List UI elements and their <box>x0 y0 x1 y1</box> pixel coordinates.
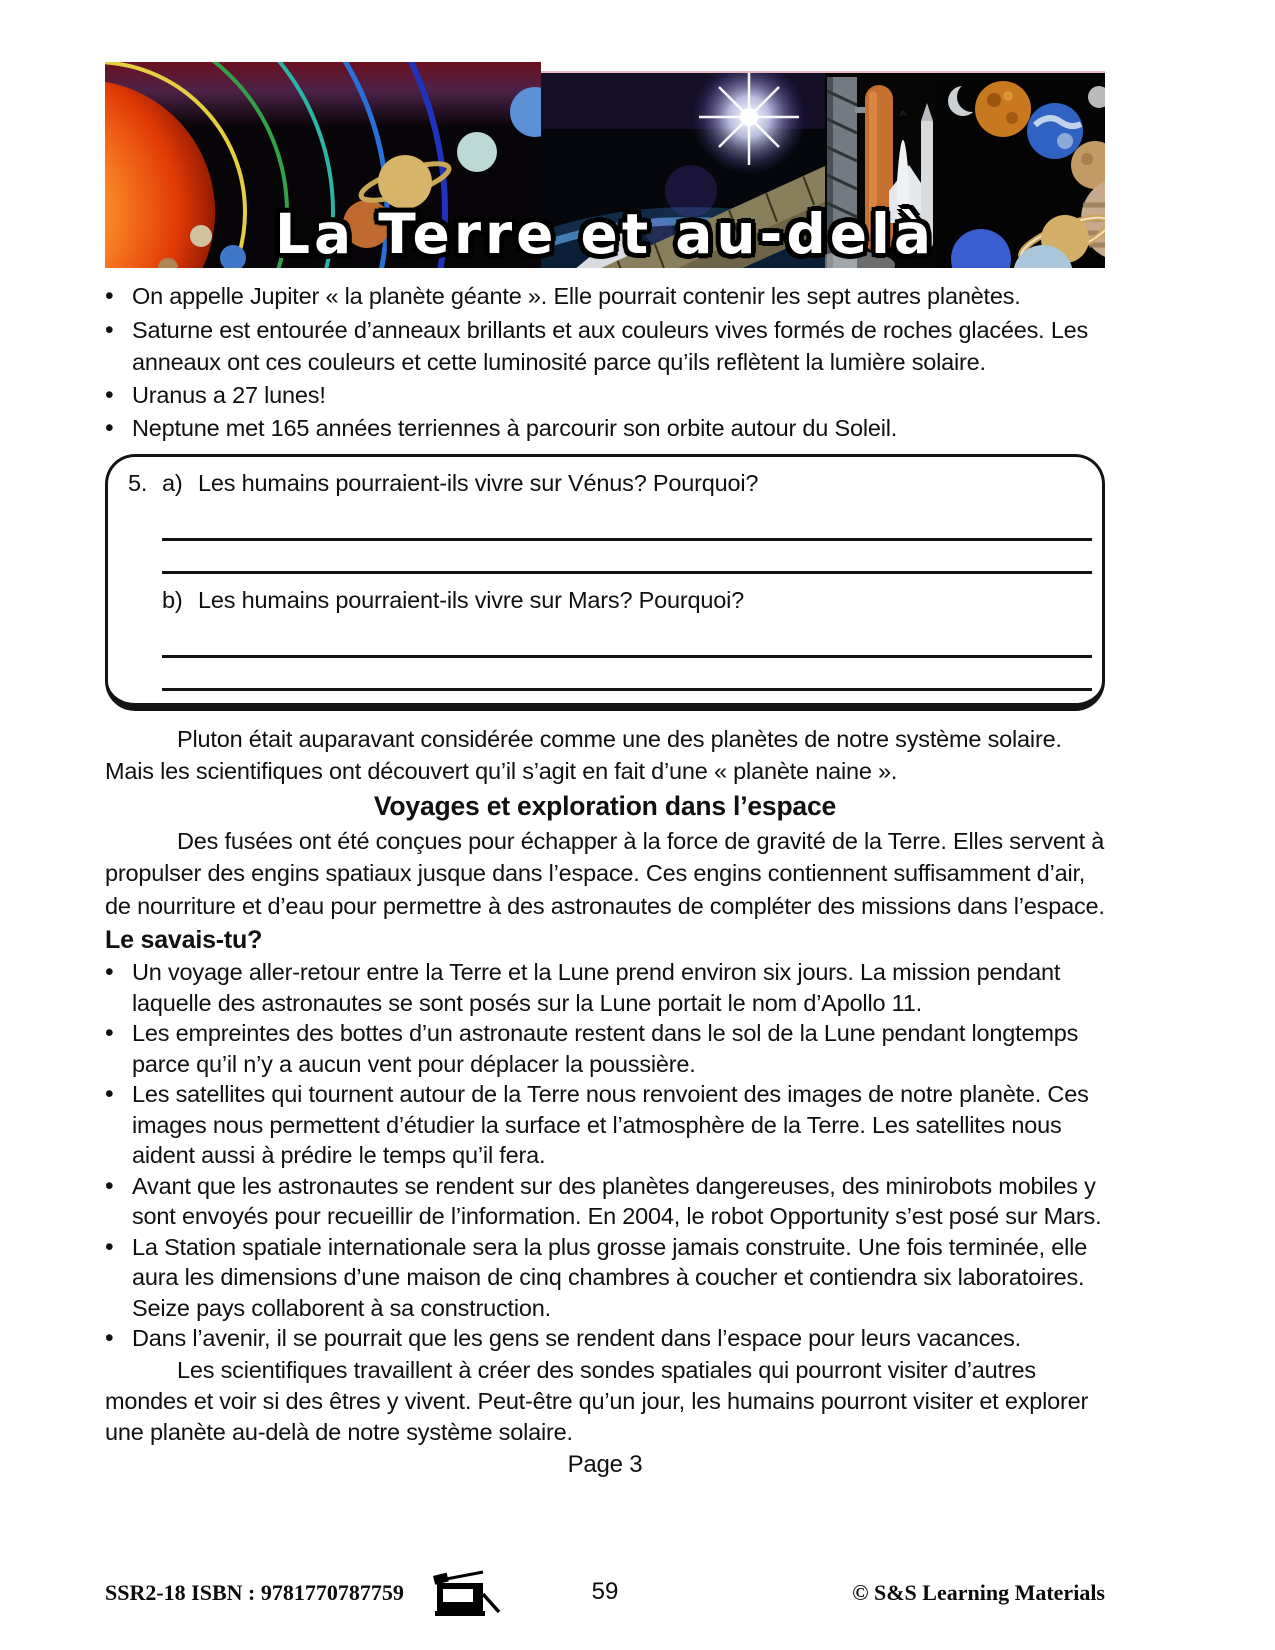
list-item <box>105 280 1105 314</box>
did-you-know-list <box>105 957 1105 1355</box>
list-item <box>105 1018 1105 1079</box>
answer-line <box>162 538 1092 541</box>
part-b-label: b) <box>162 586 183 613</box>
fact-text: Saturne est entourée d’anneaux brillants et aux couleurs vives formés de roches glacées. Les anneaux ont ces couleurs et cette luminosité parce qu’ils reflètent la lumière solaire. <box>132 316 1089 375</box>
list-item <box>105 1171 1105 1232</box>
bullet-icon <box>105 1323 132 1355</box>
fact-text: On appelle Jupiter « la planète géante ». Elle pourrait contenir les sept autres planètes. <box>132 283 1021 309</box>
part-a-prompt: Les humains pourraient-ils vivre sur Vénus? Pourquoi? <box>198 469 759 496</box>
product-code: SSR2-18 ISBN : 9781770787759 <box>105 1580 404 1605</box>
list-item <box>105 379 1105 413</box>
did-you-know-heading: Le savais-tu? <box>105 926 263 954</box>
page-title: La Terre et au-delà <box>275 202 935 266</box>
list-item <box>105 1079 1105 1171</box>
list-item <box>105 1323 1105 1355</box>
fact-text: Uranus a 27 lunes! <box>132 381 326 408</box>
part-b-prompt: Les humains pourraient-ils vivre sur Mars? Pourquoi? <box>198 586 745 613</box>
fact-text: Un voyage aller-retour entre la Terre et la Lune prend environ six jours. La mission pendant laquelle des astronautes se sont posés sur la Lune portait le nom d’Apollo 11. <box>132 959 1061 1016</box>
question-5a <box>128 467 1094 500</box>
answer-line <box>162 655 1092 658</box>
pluto-paragraph: Pluton était auparavant considérée comme une des planètes de notre système solaire. Mais les scientifiques ont découvert qu’il s’agit en fait d’une « planète naine ». <box>105 725 1062 784</box>
header-banner <box>105 62 1105 268</box>
fact-text: Les satellites qui tournent autour de la Terre nous renvoient des images de notre planète. Ces images nous permettent d’étudier la surface et l’atmosphère de la Terre. Les satellites nous aident aussi à prédire le temps qu’il fera. <box>132 1081 1089 1168</box>
copyright: © S&S Learning Materials <box>852 1580 1105 1605</box>
answer-line <box>162 688 1092 691</box>
bullet-icon <box>105 280 132 314</box>
page-label: Page 3 <box>567 1450 643 1478</box>
bullet-icon <box>105 1171 132 1232</box>
list-item <box>105 314 1105 379</box>
bullet-icon <box>105 412 132 446</box>
section-heading: Voyages et exploration dans l’espace <box>373 790 837 821</box>
closing-paragraph: Les scientifiques travaillent à créer des sondes spatiales qui pourront visiter d’autres mondes et voir si des êtres y vivent. Peut-être qu’un jour, les humains pourront visiter et explorer une planète au-delà de notre système solaire. <box>105 1356 1089 1445</box>
bullet-icon <box>105 314 132 379</box>
fact-text: Neptune met 165 années terriennes à parcourir son orbite autour du Soleil. <box>132 415 898 441</box>
question-box <box>105 454 1105 711</box>
footer <box>105 1566 1105 1630</box>
part-a-label: a) <box>162 469 183 496</box>
planet-facts-list <box>105 280 1105 446</box>
list-item <box>105 412 1105 446</box>
answer-line <box>162 571 1092 574</box>
fact-text: La Station spatiale internationale sera la plus grosse jamais construite. Une fois terminée, elle aura les dimensions d’une maison de cinq chambres à coucher et contiendra six laboratoires. Seize pays collaborent à sa construction. <box>132 1233 1088 1321</box>
fact-text: Avant que les astronautes se rendent sur des planètes dangereuses, des minirobots mobiles y sont envoyés pour recueillir de l’information. En 2004, le robot Opportunity s’est posé sur Mars. <box>132 1172 1102 1229</box>
bullet-icon <box>105 957 132 1018</box>
bullet-icon <box>105 379 132 413</box>
bullet-icon <box>105 1079 132 1171</box>
bullet-icon <box>105 1232 132 1324</box>
rockets-paragraph: Des fusées ont été conçues pour échapper à la force de gravité de la Terre. Elles servent à propulser des engins spatiaux jusque dans l’espace. Ces engins contiennent suffisamment d’air, de nourriture et d’eau pour permettre à des astronautes de compléter des missions dans l’espace. <box>105 827 1105 919</box>
page-number: 59 <box>591 1578 619 1605</box>
list-item <box>105 1232 1105 1324</box>
bullet-icon <box>105 1018 132 1079</box>
question-number: 5. <box>128 469 148 496</box>
fact-text: Dans l’avenir, il se pourrait que les gens se rendent dans l’espace pour leurs vacances. <box>132 1325 1021 1351</box>
question-5b <box>162 584 1094 617</box>
fact-text: Les empreintes des bottes d’un astronaute restent dans le sol de la Lune pendant longtemps parce qu’il n’y a aucun vent pour déplacer la poussière. <box>132 1020 1079 1077</box>
list-item <box>105 957 1105 1018</box>
